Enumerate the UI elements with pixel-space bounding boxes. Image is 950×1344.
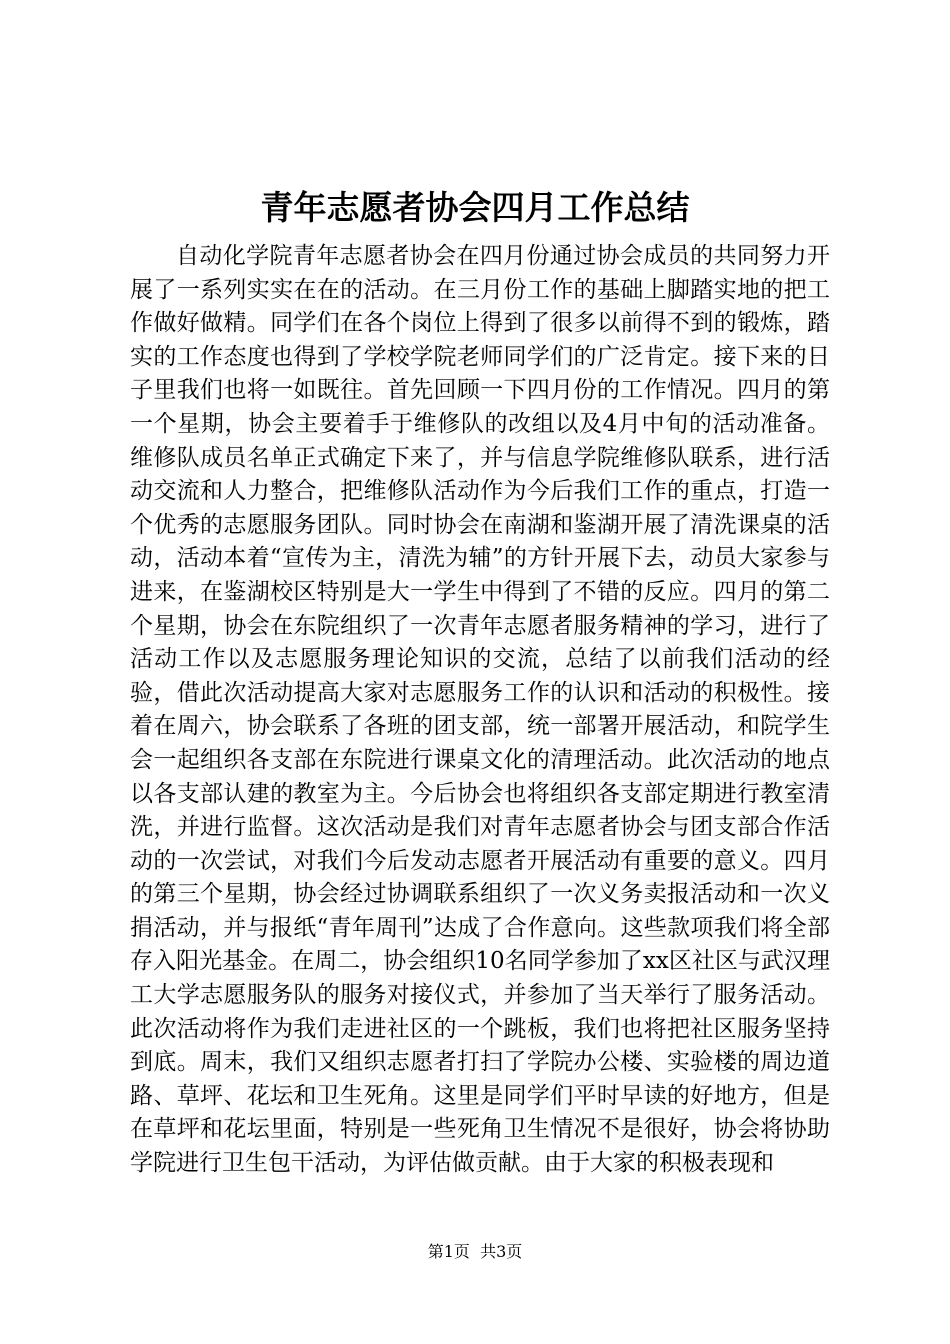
- document-body-paragraph: 自动化学院青年志愿者协会在四月份通过协会成员的共同努力开展了一系列实实在在的活动。在三月份工作的基础上脚踏实地的把工作做好做精。同学们在各个岗位上得到了很多以前得不到的锻炼，踏实的工作态度也得到了学校学院老师同学们的广泛肯定。接下来的日子里我们也将一如既往。首先回顾一下四月份的工作情况。四月的第一个星期，协会主要着手于维修队的改组以及4月中旬的活动准备。维修队成员名单正式确定下来了，并与信息学院维修队联系，进行活动交流和人力整合，把维修队活动作为今后我们工作的重点，打造一个优秀的志愿服务团队。同时协会在南湖和鉴湖开展了清洗课桌的活动，活动本着“宣传为主，清洗为辅”的方针开展下去，动员大家参与进来，在鉴湖校区特别是大一学生中得到了不错的反应。四月的第二个星期，协会在东院组织了一次青年志愿者服务精神的学习，进行了活动工作以及志愿服务理论知识的交流，总结了以前我们活动的经验，借此次活动提高大家对志愿服务工作的认识和活动的积极性。接着在周六，协会联系了各班的团支部，统一部署开展活动，和院学生会一起组织各支部在东院进行课桌文化的清理活动。此次活动的地点以各支部认建的教室为主。今后协会也将组织各支部定期进行教室清洗，并进行监督。这次活动是我们对青年志愿者协会与团支部合作活动的一次尝试，对我们今后发动志愿者开展活动有重要的意义。四月的第三个星期，协会经过协调联系组织了一次义务卖报活动和一次义捐活动，并与报纸“青年周刊”达成了合作意向。这些款项我们将全部存入阳光基金。在周二，协会组织10名同学参加了xx区社区与武汉理工大学志愿服务队的服务对接仪式，并参加了当天举行了服务活动。此次活动将作为我们走进社区的一个跳板，我们也将把社区服务坚持到底。周末，我们又组织志愿者打扫了学院办公楼、实验楼的周边道路、草坪、花坛和卫生死角。这里是同学们平时早读的好地方，但是在草坪和花坛里面，特别是一些死角卫生情况不是很好，协会将协助学院进行卫生包干活动，为评估做贡献。由于大家的积极表现和: [130, 243, 830, 1177]
- page-number-footer: 第1页 共3页: [427, 1242, 523, 1261]
- document-title: 青年志愿者协会四月工作总结: [260, 188, 690, 227]
